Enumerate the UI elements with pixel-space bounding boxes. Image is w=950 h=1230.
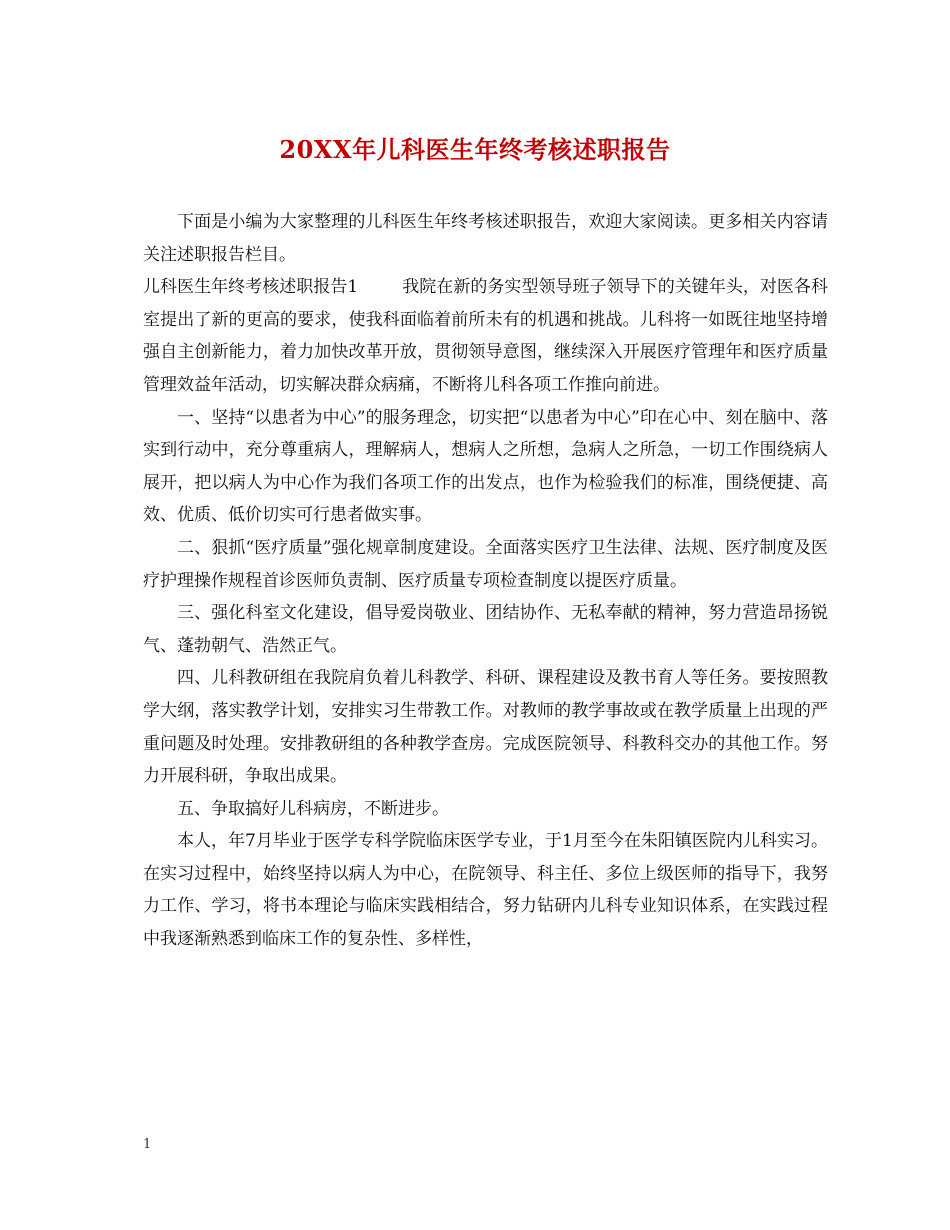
paragraph-6: 本人，年7月毕业于医学专科学院临床医学专业，于1月至今在朱阳镇医院内儿科实习。在实习过程中，始终坚持以病人为中心，在院领导、科主任、多位上级医师的指导下，我努力工作、学习，将书本理论与临床实践相结合，努力钻研内儿科专业知识体系，在实践过程中我逐渐熟悉到临床工作的复杂性、多样性， bbox=[143, 831, 828, 950]
paragraph-2: 二、狠抓“医疗质量”强化规章制度建设。全面落实医疗卫生法律、法规、医疗制度及医疗护理操作规程首诊医师负责制、医疗质量专项检查制度以提医疗质量。 bbox=[143, 537, 828, 591]
paragraph-1: 一、坚持“以患者为中心”的服务理念，切实把“以患者为中心”印在心中、刻在脑中、落实到行动中，充分尊重病人，理解病人，想病人之所想，急病人之所急，一切工作围绕病人展开，把以病人为中心作为我们各项工作的出发点，也作为检验我们的标准，围绕便捷、高效、优质、低价切实可行患者做实事。 bbox=[143, 407, 828, 526]
page-number: 1 bbox=[143, 1137, 152, 1152]
intro-paragraph: 下面是小编为大家整理的儿科医生年终考核述职报告，欢迎大家阅读。更多相关内容请关注述职报告栏目。 bbox=[143, 212, 828, 265]
report-heading: 儿科医生年终考核述职报告1 bbox=[143, 277, 359, 298]
paragraph-3: 三、强化科室文化建设，倡导爱岗敬业、团结协作、无私奉献的精神，努力营造昂扬锐气、蓬勃朝气、浩然正气。 bbox=[143, 603, 828, 656]
paragraph-4: 四、儿科教研组在我院肩负着儿科教学、科研、课程建设及教书育人等任务。要按照教学大纲，落实教学计划，安排实习生带教工作。对教师的教学事故或在教学质量上出现的严重问题及时处理。安排教研组的各种教学查房。完成医院领导、科教科交办的其他工作。努力开展科研，争取出成果。 bbox=[143, 668, 828, 787]
document-title: 20XX年儿科医生年终考核述职报告 bbox=[279, 135, 671, 164]
report-first-text: 我院在新的务实型领导班子领导下的关键年头，对医各科室提出了新的更高的要求，使我科面临着前所未有的机遇和挑战。儿科将一如既往地坚持增强自主创新能力，着力加快改革开放，贯彻领导意图，继续深入开展医疗管理年和医疗质量管理效益年活动，切实解决群众病痛，不断将儿科各项工作推向前进。 bbox=[143, 277, 828, 395]
document-body bbox=[143, 206, 828, 956]
report-first-paragraph bbox=[143, 271, 828, 401]
paragraph-5: 五、争取搞好儿科病房，不断进步。 bbox=[177, 798, 449, 819]
